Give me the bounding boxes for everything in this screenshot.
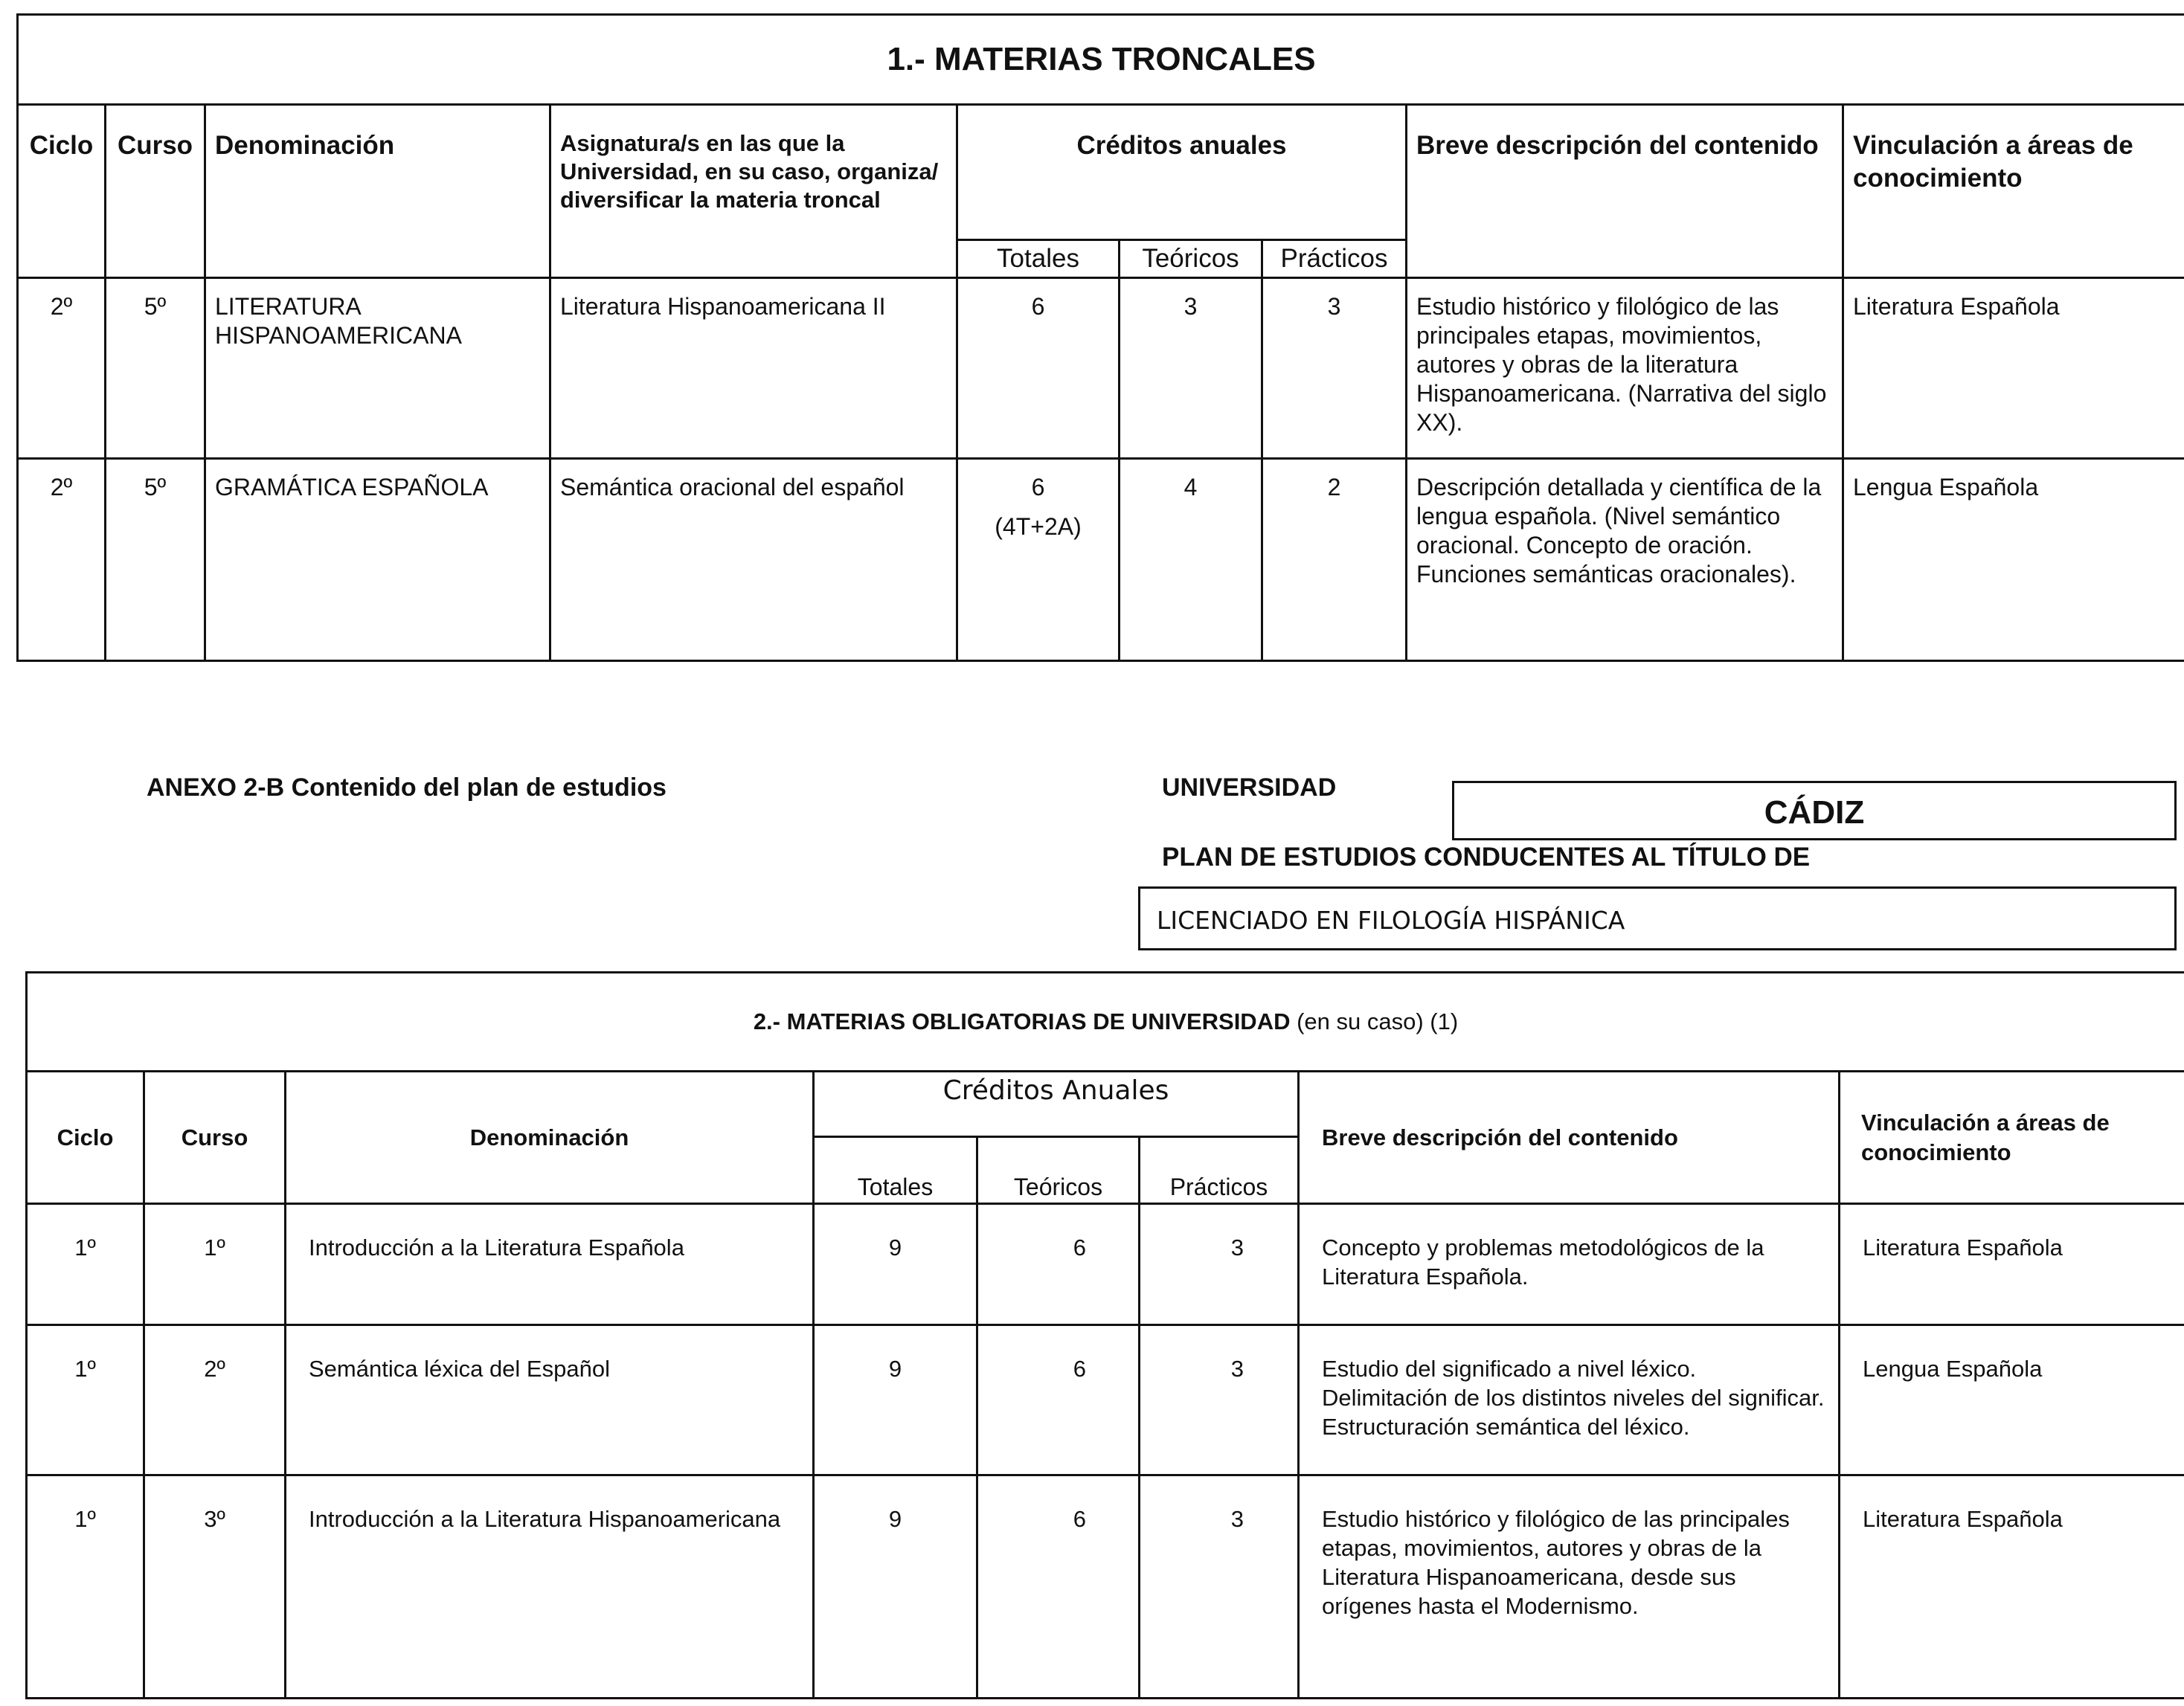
header-denominacion: Denominación — [286, 1072, 814, 1204]
cell-totales: 9 — [814, 1475, 977, 1699]
materias-obligatorias-table — [25, 971, 2184, 1699]
cell-ciclo: 1º — [27, 1325, 144, 1475]
totales-note: (4T+2A) — [995, 513, 1082, 540]
cell-practicos: 2 — [1262, 459, 1407, 661]
table-row — [18, 278, 2184, 459]
cell-curso: 3º — [144, 1475, 286, 1699]
cell-denominacion: Introducción a la Literatura Española — [286, 1204, 814, 1325]
cell-vinculacion: Lengua Española — [1840, 1325, 2184, 1475]
header-creditos-anuales: Créditos Anuales — [814, 1072, 1299, 1137]
cell-totales: 6 — [957, 278, 1120, 459]
header-ciclo: Ciclo — [18, 105, 106, 278]
header-denominacion: Denominación — [205, 105, 550, 278]
cell-teoricos: 4 — [1120, 459, 1262, 661]
cell-descripcion: Concepto y problemas metodológicos de la Literatura Española. — [1299, 1204, 1840, 1325]
cell-teoricos: 6 — [977, 1325, 1140, 1475]
table-row — [27, 1325, 2184, 1475]
header-totales: Totales — [957, 240, 1120, 278]
cell-vinculacion: Literatura Española — [1843, 278, 2184, 459]
cell-vinculacion: Literatura Española — [1840, 1475, 2184, 1699]
table-row — [18, 459, 2184, 661]
table-title — [27, 973, 2184, 1072]
cell-curso: 5º — [106, 278, 205, 459]
cell-vinculacion: Lengua Española — [1843, 459, 2184, 661]
header-practicos: Prácticos — [1140, 1137, 1299, 1204]
totales-value: 6 — [1031, 474, 1045, 500]
materias-troncales-table — [16, 13, 2184, 662]
cell-practicos: 3 — [1140, 1325, 1299, 1475]
cell-denominacion: Introducción a la Literatura Hispanoamericana — [286, 1475, 814, 1699]
header-practicos: Prácticos — [1262, 240, 1407, 278]
table-row — [27, 1475, 2184, 1699]
cell-totales: 9 — [814, 1204, 977, 1325]
cell-denominacion: LITERATURA HISPANOAMERICANA — [205, 278, 550, 459]
cell-descripcion: Estudio del significado a nivel léxico. Delimitación de los distintos niveles del significar. Estructuración semántica del léxico. — [1299, 1325, 1840, 1475]
table-title: 1.- MATERIAS TRONCALES — [18, 15, 2184, 105]
cell-teoricos: 6 — [977, 1475, 1140, 1699]
header-asignaturas: Asignatura/s en las que la Universidad, en su caso, organiza/ diversificar la materia troncal — [550, 105, 957, 278]
universidad-label: UNIVERSIDAD — [1162, 773, 1337, 802]
cell-teoricos: 6 — [977, 1204, 1140, 1325]
cell-descripcion: Descripción detallada y científica de la lengua española. (Nivel semántico oracional. Concepto de oración. Funciones semánticas oracionales). — [1407, 459, 1843, 661]
cell-curso: 5º — [106, 459, 205, 661]
cell-teoricos: 3 — [1120, 278, 1262, 459]
cell-vinculacion: Literatura Española — [1840, 1204, 2184, 1325]
cell-practicos: 3 — [1140, 1204, 1299, 1325]
cell-ciclo: 1º — [27, 1475, 144, 1699]
cell-denominacion: Semántica léxica del Español — [286, 1325, 814, 1475]
cell-ciclo: 2º — [18, 459, 106, 661]
header-totales: Totales — [814, 1137, 977, 1204]
plan-label: PLAN DE ESTUDIOS CONDUCENTES AL TÍTULO DE — [1162, 843, 1811, 872]
header-descripcion: Breve descripción del contenido — [1299, 1072, 1840, 1204]
header-teoricos: Teóricos — [1120, 240, 1262, 278]
cell-curso: 2º — [144, 1325, 286, 1475]
cell-denominacion: GRAMÁTICA ESPAÑOLA — [205, 459, 550, 661]
cell-curso: 1º — [144, 1204, 286, 1325]
universidad-value: CÁDIZ — [1452, 781, 2177, 840]
header-descripcion: Breve descripción del contenido — [1407, 105, 1843, 278]
cell-descripcion: Estudio histórico y filológico de las principales etapas, movimientos, autores y obras de la literatura Hispanoamericana. (Narrativa del siglo XX). — [1407, 278, 1843, 459]
titulo-value: LICENCIADO EN FILOLOGÍA HISPÁNICA — [1138, 886, 2177, 950]
table-row — [27, 1204, 2184, 1325]
cell-ciclo: 1º — [27, 1204, 144, 1325]
header-teoricos: Teóricos — [977, 1137, 1140, 1204]
table-title-main: 2.- MATERIAS OBLIGATORIAS DE UNIVERSIDAD — [753, 1008, 1291, 1034]
header-vinculacion: Vinculación a áreas de conocimiento — [1840, 1072, 2184, 1204]
header-curso: Curso — [106, 105, 205, 278]
header-curso: Curso — [144, 1072, 286, 1204]
table-title-suffix: (en su caso) (1) — [1297, 1008, 1459, 1034]
cell-asignatura: Literatura Hispanoamericana II — [550, 278, 957, 459]
header-vinculacion: Vinculación a áreas de conocimiento — [1843, 105, 2184, 278]
header-ciclo: Ciclo — [27, 1072, 144, 1204]
cell-asignatura: Semántica oracional del español — [550, 459, 957, 661]
header-creditos-anuales: Créditos anuales — [957, 105, 1407, 240]
cell-ciclo: 2º — [18, 278, 106, 459]
annex-title: ANEXO 2-B Contenido del plan de estudios — [147, 773, 667, 802]
cell-totales — [957, 459, 1120, 661]
cell-practicos: 3 — [1140, 1475, 1299, 1699]
cell-descripcion: Estudio histórico y filológico de las principales etapas, movimientos, autores y obras de la Literatura Hispanoamericana, desde sus orígenes hasta el Modernismo. — [1299, 1475, 1840, 1699]
cell-practicos: 3 — [1262, 278, 1407, 459]
cell-totales: 9 — [814, 1325, 977, 1475]
